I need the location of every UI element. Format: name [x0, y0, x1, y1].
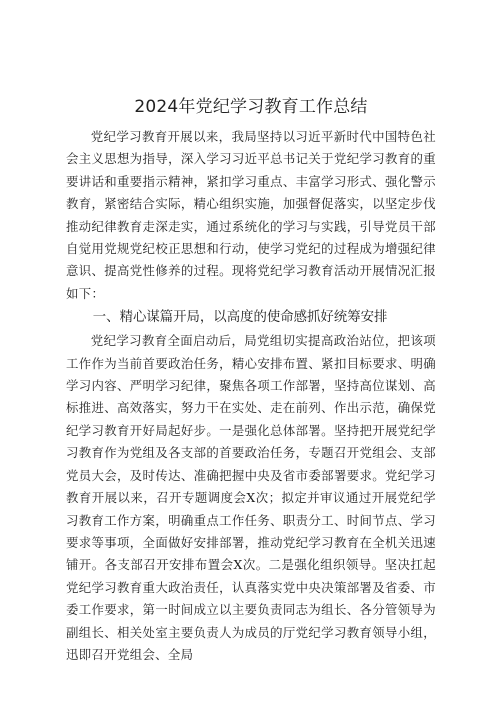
intro-paragraph: 党纪学习教育开展以来，我局坚持以习近平新时代中国特色社会主义思想为指导，深入学习习近平总书记关于党纪学习教育的重要讲话和重要指示精神，紧扣学习重点、丰富学习形式、强化警示教育，紧密结合实际，精心组织实施，加强督促落实，以坚定步伐推动纪律教育走深走实，通过系统化的学习与实践，引导党员干部自觉用党规党纪校正思想和行动，使学习党纪的过程成为增强纪律意识、提高党性修养的过程。现将党纪学习教育活动开展情况汇报如下：	[66, 129, 436, 301]
document-title: 2024年党纪学习教育工作总结	[134, 97, 368, 117]
section-heading-1: 一、精心谋篇开局，以高度的使命感抓好统筹安排	[92, 310, 388, 326]
section-body-1: 党纪学习教育全面启动后，局党组切实提高政治站位，把该项工作作为当前首要政治任务，精心安排布置、紧扣目标要求、明确学习内容、严明学习纪律，聚焦各项工作部署，坚持高位谋划、高标推进、高效落实，努力干在实处、走在前列、作出示范，确保党纪学习教育开好局起好步。一是强化总体部署。坚持把开展党纪学习教育作为党组及各支部的首要政治任务，专题召开党组会、支部党员大会，及时传达、准确把握中央及省市委部署要求。党纪学习教育开展以来，召开专题调度会X次；拟定并审议通过开展党纪学习教育工作方案，明确重点工作任务、职责分工、时间节点、学习要求等事项，全面做好安排部署，推动党纪学习教育在全机关迅速铺开。各支部召开安排布置会X次。二是强化组织领导。坚决扛起党纪学习教育重大政治责任，认真落实党中央决策部署及省委、市委工作要求，第一时间成立以主要负责同志为组长、各分管领导为副组长、相关处室主要负责人为成员的厅党纪学习教育领导小组，迅即召开党组会、全局	[66, 333, 436, 662]
